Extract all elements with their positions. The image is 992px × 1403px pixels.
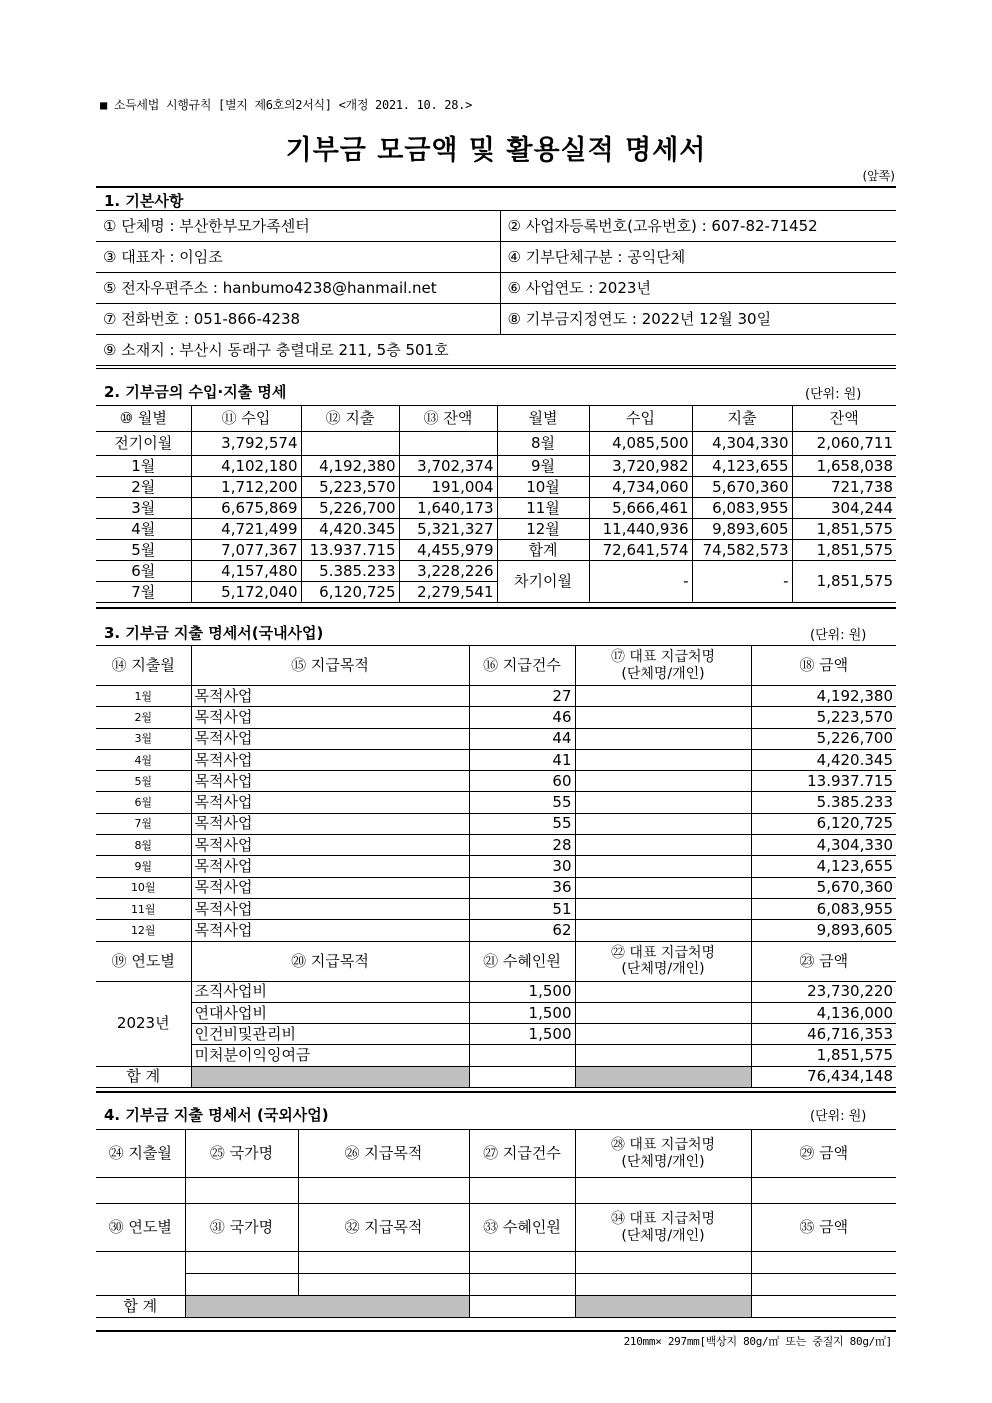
cell-beneficiaries: 1,500 — [469, 1024, 575, 1045]
cell-expense: 4,192,380 — [301, 456, 399, 477]
table-row — [96, 1045, 896, 1066]
table-row — [96, 1002, 896, 1023]
cell-amount: 6,083,955 — [751, 898, 896, 919]
hdr-payee-line1: ⑰ 대표 지급처명 — [610, 649, 716, 666]
cell-month: 4월 — [96, 519, 191, 540]
empty-cell — [298, 1252, 469, 1274]
cell-expense: 6,120,725 — [301, 582, 399, 603]
cell-amount: 4,304,330 — [751, 835, 896, 856]
cell-month: 7월 — [96, 582, 191, 603]
hdr-amount: ⑱ 금액 — [751, 646, 896, 686]
cell-expense: 74,582,573 — [692, 540, 792, 561]
cell-count: 27 — [469, 686, 575, 707]
hdr-payee-line2: (단체명/개인) — [621, 1227, 705, 1244]
carry-forward-label: 차기이월 — [497, 561, 589, 603]
hdr-beneficiaries: ㉑ 수혜인원 — [469, 941, 575, 981]
cell-purpose: 목적사업 — [191, 856, 469, 877]
cell-payee — [575, 686, 751, 707]
hdr-year-purpose: ⑳ 지급목적 — [191, 941, 469, 981]
cell-income: 4,157,480 — [191, 561, 301, 582]
cell-balance: 1,658,038 — [792, 456, 896, 477]
basic-info-table — [96, 210, 896, 366]
business-year: ⑥ 사업연도 : 2023년 — [500, 273, 896, 304]
cell-purpose: 목적사업 — [191, 898, 469, 919]
table-row — [96, 981, 896, 1002]
hdr-payee-line2: (단체명/개인) — [621, 665, 705, 682]
table-row — [96, 835, 896, 856]
cell-month: 3월 — [96, 728, 191, 749]
hdr-income-2: 수입 — [589, 406, 692, 432]
cell-month: 10월 — [497, 477, 589, 498]
hdr-expense: ⑫ 지출 — [301, 406, 399, 432]
empty-cell — [575, 1274, 751, 1296]
hdr-purpose: ㉜ 지급목적 — [298, 1204, 469, 1252]
table-row — [96, 771, 896, 792]
cell-expense: 9,893,605 — [692, 519, 792, 540]
cell-amount: 5,670,360 — [751, 877, 896, 898]
cell-payee — [575, 1002, 751, 1023]
year-label: 2023년 — [96, 981, 191, 1066]
cell-purpose: 목적사업 — [191, 877, 469, 898]
cell-balance: 191,004 — [399, 477, 497, 498]
cell-amount: 4,420.345 — [751, 749, 896, 770]
cell-expense: 4,420.345 — [301, 519, 399, 540]
hdr-expense-2: 지출 — [692, 406, 792, 432]
section3-unit: (단위: 원) — [810, 628, 867, 643]
address: ⑨ 소재지 : 부산시 동래구 충렬대로 211, 5층 501호 — [96, 335, 896, 366]
hdr-amount: ㉙ 금액 — [751, 1130, 896, 1178]
cell-amount: 5,226,700 — [751, 728, 896, 749]
cell-amount: 1,851,575 — [751, 1045, 896, 1066]
cell-income: 5,666,461 — [589, 498, 692, 519]
empty-cell — [469, 1274, 575, 1296]
cell-income: 4,102,180 — [191, 456, 301, 477]
empty-cell — [96, 1252, 185, 1296]
cell-amount: 5.385.233 — [751, 792, 896, 813]
domestic-expense-table — [96, 645, 896, 1088]
cell-amount: 6,120,725 — [751, 813, 896, 834]
cell-month: 6월 — [96, 792, 191, 813]
cell-amount: 46,716,353 — [751, 1024, 896, 1045]
table-row — [96, 456, 896, 477]
cell-purpose: 목적사업 — [191, 771, 469, 792]
cell-count: 30 — [469, 856, 575, 877]
hdr-amount: ㉟ 금액 — [751, 1204, 896, 1252]
cell-month: 8월 — [497, 432, 589, 456]
carry-income: - — [589, 561, 692, 603]
cell-income: 4,721,499 — [191, 519, 301, 540]
cell-payee — [575, 920, 751, 941]
table-row — [96, 1024, 896, 1045]
cell-beneficiaries: 1,500 — [469, 981, 575, 1002]
cell-purpose: 목적사업 — [191, 749, 469, 770]
hdr-count: ⑯ 지급건수 — [469, 646, 575, 686]
section4-bottom-rule — [96, 1330, 896, 1332]
cell-payee — [575, 728, 751, 749]
table-row — [96, 898, 896, 919]
cell-purpose: 목적사업 — [191, 707, 469, 728]
carry-expense: - — [692, 561, 792, 603]
cell-month: 6월 — [96, 561, 191, 582]
cell-balance: 4,455,979 — [399, 540, 497, 561]
cell-payee — [575, 1024, 751, 1045]
section2-heading: 2. 기부금의 수입·지출 명세 — [104, 383, 287, 401]
designated-date: ⑧ 기부금지정연도 : 2022년 12월 30일 — [500, 304, 896, 335]
cell-month: 합계 — [497, 540, 589, 561]
cell-expense: 4,304,330 — [692, 432, 792, 456]
empty-cell — [96, 1178, 185, 1204]
cell-payee — [575, 792, 751, 813]
cell-income: 72,641,574 — [589, 540, 692, 561]
cell-balance: 3,702,374 — [399, 456, 497, 477]
cell-month: 5월 — [96, 771, 191, 792]
empty-cell — [298, 1274, 469, 1296]
hdr-beneficiaries: ㉝ 수혜인원 — [469, 1204, 575, 1252]
cell-income: 6,675,869 — [191, 498, 301, 519]
hdr-expense-month: ㉔ 지출월 — [96, 1130, 185, 1178]
cell-expense: 5,226,700 — [301, 498, 399, 519]
table-row — [96, 707, 896, 728]
empty-cell — [469, 1252, 575, 1274]
cell-payee — [575, 771, 751, 792]
section3-bottom-rule — [96, 1091, 896, 1093]
cell-purpose: 목적사업 — [191, 920, 469, 941]
empty-cell — [469, 1296, 575, 1318]
table-row — [96, 749, 896, 770]
empty-cell — [185, 1274, 298, 1296]
shaded-cell — [575, 1296, 751, 1318]
table-row — [96, 877, 896, 898]
hdr-month: ⑩ 월별 — [96, 406, 191, 432]
section1-heading: 1. 기본사항 — [104, 192, 184, 210]
total-amount: 76,434,148 — [751, 1066, 896, 1087]
empty-cell — [185, 1178, 298, 1204]
page-side-label: (앞쪽) — [862, 169, 895, 183]
empty-cell — [575, 1252, 751, 1274]
cell-beneficiaries — [469, 1045, 575, 1066]
hdr-payee-line1: ㉞ 대표 지급처명 — [610, 1211, 716, 1228]
empty-cell — [751, 1296, 896, 1318]
cell-month: 3월 — [96, 498, 191, 519]
cell-balance: 1,640,173 — [399, 498, 497, 519]
empty-cell — [575, 1178, 751, 1204]
cell-beneficiaries: 1,500 — [469, 1002, 575, 1023]
hdr-country: ㉕ 국가명 — [185, 1130, 298, 1178]
cell-month: 8월 — [96, 835, 191, 856]
cell-payee — [575, 981, 751, 1002]
cell-payee — [575, 856, 751, 877]
org-type: ④ 기부단체구분 : 공익단체 — [500, 242, 896, 273]
table-row — [96, 561, 896, 582]
overseas-expense-table — [96, 1129, 896, 1318]
cell-count: 46 — [469, 707, 575, 728]
hdr-payee — [575, 1130, 751, 1178]
cell-balance: 1,851,575 — [792, 540, 896, 561]
cell-payee — [575, 877, 751, 898]
empty-cell — [469, 1066, 575, 1087]
empty-cell — [751, 1252, 896, 1274]
hdr-payee — [575, 1204, 751, 1252]
cell-income: 11,440,936 — [589, 519, 692, 540]
cell-month: 4월 — [96, 749, 191, 770]
paper-spec-footer: 210mm× 297mm[백상지 80g/㎡ 또는 중질지 80g/㎡] — [623, 1335, 892, 1348]
cell-income: 3,792,574 — [191, 432, 301, 456]
table-row — [96, 686, 896, 707]
table-row — [96, 856, 896, 877]
cell-month: 1월 — [96, 686, 191, 707]
cell-payee — [575, 835, 751, 856]
cell-amount: 9,893,605 — [751, 920, 896, 941]
cell-balance: 304,244 — [792, 498, 896, 519]
cell-expense: 4,123,655 — [692, 456, 792, 477]
cell-month: 2월 — [96, 707, 191, 728]
table-row — [96, 813, 896, 834]
carry-balance: 1,851,575 — [792, 561, 896, 603]
hdr-year: ⑲ 연도별 — [96, 941, 191, 981]
cell-balance — [399, 432, 497, 456]
cell-expense: 6,083,955 — [692, 498, 792, 519]
cell-month: 5월 — [96, 540, 191, 561]
empty-cell — [298, 1178, 469, 1204]
cell-purpose: 인건비및관리비 — [191, 1024, 469, 1045]
org-name: ① 단체명 : 부산한부모가족센터 — [96, 211, 500, 242]
cell-purpose: 목적사업 — [191, 813, 469, 834]
section1-top-rule — [96, 186, 896, 188]
hdr-income: ⑪ 수입 — [191, 406, 301, 432]
empty-cell — [185, 1252, 298, 1274]
shaded-cell — [191, 1066, 469, 1087]
table-row — [96, 728, 896, 749]
cell-expense — [301, 432, 399, 456]
cell-month: 1월 — [96, 456, 191, 477]
cell-count: 62 — [469, 920, 575, 941]
cell-month: 9월 — [96, 856, 191, 877]
cell-purpose: 목적사업 — [191, 835, 469, 856]
cell-expense: 5,670,360 — [692, 477, 792, 498]
empty-cell — [751, 1178, 896, 1204]
cell-count: 60 — [469, 771, 575, 792]
section2-top-rule — [96, 368, 896, 369]
cell-month: 11월 — [96, 898, 191, 919]
cell-purpose: 목적사업 — [191, 686, 469, 707]
cell-month: 10월 — [96, 877, 191, 898]
cell-month: 9월 — [497, 456, 589, 477]
income-expense-table — [96, 405, 896, 603]
hdr-payee-line2: (단체명/개인) — [621, 1153, 705, 1170]
email: ⑤ 전자우편주소 : hanbumo4238@hanmail.net — [96, 273, 500, 304]
table-row — [96, 1252, 896, 1274]
hdr-balance-2: 잔액 — [792, 406, 896, 432]
document-title: 기부금 모금액 및 활용실적 명세서 — [285, 135, 707, 166]
cell-purpose: 연대사업비 — [191, 1002, 469, 1023]
table-row — [96, 519, 896, 540]
representative: ③ 대표자 : 이임조 — [96, 242, 500, 273]
cell-month: 12월 — [497, 519, 589, 540]
table-row — [96, 792, 896, 813]
hdr-expense-month: ⑭ 지출월 — [96, 646, 191, 686]
total-label: 합 계 — [96, 1296, 185, 1318]
shaded-cell — [185, 1296, 469, 1318]
table-row — [96, 432, 896, 456]
cell-month: 11월 — [497, 498, 589, 519]
table-row — [96, 1178, 896, 1204]
hdr-year-payee-line1: ㉒ 대표 지급처명 — [610, 944, 716, 961]
cell-amount: 13.937.715 — [751, 771, 896, 792]
cell-amount: 4,136,000 — [751, 1002, 896, 1023]
table-row — [96, 920, 896, 941]
table-row — [96, 540, 896, 561]
section2-unit: (단위: 원) — [805, 387, 862, 402]
shaded-cell — [575, 1066, 751, 1087]
cell-balance: 2,279,541 — [399, 582, 497, 603]
cell-count: 51 — [469, 898, 575, 919]
cell-count: 55 — [469, 813, 575, 834]
cell-income: 7,077,367 — [191, 540, 301, 561]
regulation-header: ■ 소득세법 시행규칙 [별지 제6호의2서식] <개정 2021. 10. 28.> — [100, 98, 473, 112]
cell-month: 2월 — [96, 477, 191, 498]
empty-cell — [469, 1178, 575, 1204]
cell-count: 41 — [469, 749, 575, 770]
cell-purpose: 목적사업 — [191, 792, 469, 813]
section3-heading: 3. 기부금 지출 명세서(국내사업) — [104, 624, 324, 642]
cell-balance: 2,060,711 — [792, 432, 896, 456]
table-row — [96, 1274, 896, 1296]
cell-balance: 5,321,327 — [399, 519, 497, 540]
phone: ⑦ 전화번호 : 051-866-4238 — [96, 304, 500, 335]
cell-payee — [575, 707, 751, 728]
cell-purpose: 조직사업비 — [191, 981, 469, 1002]
cell-amount: 4,192,380 — [751, 686, 896, 707]
cell-balance: 3,228,226 — [399, 561, 497, 582]
cell-income: 4,085,500 — [589, 432, 692, 456]
hdr-month-2: 월별 — [497, 406, 589, 432]
hdr-year-payee-line2: (단체명/개인) — [621, 961, 705, 978]
hdr-purpose: ㉖ 지급목적 — [298, 1130, 469, 1178]
total-label: 합 계 — [96, 1066, 191, 1087]
cell-balance: 1,851,575 — [792, 519, 896, 540]
cell-income: 5,172,040 — [191, 582, 301, 603]
cell-expense: 5.385.233 — [301, 561, 399, 582]
cell-payee — [575, 1045, 751, 1066]
biz-number: ② 사업자등록번호(고유번호) : 607-82-71452 — [500, 211, 896, 242]
hdr-balance: ⑬ 잔액 — [399, 406, 497, 432]
total-row — [96, 1296, 896, 1318]
cell-count: 44 — [469, 728, 575, 749]
cell-month: 7월 — [96, 813, 191, 834]
cell-count: 36 — [469, 877, 575, 898]
cell-month: 12월 — [96, 920, 191, 941]
cell-month: 전기이월 — [96, 432, 191, 456]
cell-amount: 5,223,570 — [751, 707, 896, 728]
hdr-purpose: ⑮ 지급목적 — [191, 646, 469, 686]
cell-purpose: 목적사업 — [191, 728, 469, 749]
section4-unit: (단위: 원) — [810, 1109, 867, 1124]
hdr-year-amount: ㉓ 금액 — [751, 941, 896, 981]
cell-income: 3,720,982 — [589, 456, 692, 477]
hdr-year-payee — [575, 941, 751, 981]
empty-cell — [751, 1274, 896, 1296]
hdr-payee-line1: ㉘ 대표 지급처명 — [610, 1137, 716, 1154]
cell-payee — [575, 898, 751, 919]
cell-payee — [575, 749, 751, 770]
cell-expense: 13.937.715 — [301, 540, 399, 561]
cell-amount: 23,730,220 — [751, 981, 896, 1002]
hdr-year: ㉚ 연도별 — [96, 1204, 185, 1252]
hdr-count: ㉗ 지급건수 — [469, 1130, 575, 1178]
table-row — [96, 477, 896, 498]
cell-count: 55 — [469, 792, 575, 813]
hdr-payee — [575, 646, 751, 686]
cell-income: 4,734,060 — [589, 477, 692, 498]
table-row — [96, 498, 896, 519]
cell-purpose: 미처분이익잉여금 — [191, 1045, 469, 1066]
cell-count: 28 — [469, 835, 575, 856]
cell-balance: 721,738 — [792, 477, 896, 498]
section4-heading: 4. 기부금 지출 명세서 (국외사업) — [104, 1106, 329, 1124]
cell-payee — [575, 813, 751, 834]
section2-bottom-rule — [96, 607, 896, 609]
hdr-country: ㉛ 국가명 — [185, 1204, 298, 1252]
cell-expense: 5,223,570 — [301, 477, 399, 498]
total-row — [96, 1066, 896, 1087]
cell-amount: 4,123,655 — [751, 856, 896, 877]
cell-income: 1,712,200 — [191, 477, 301, 498]
